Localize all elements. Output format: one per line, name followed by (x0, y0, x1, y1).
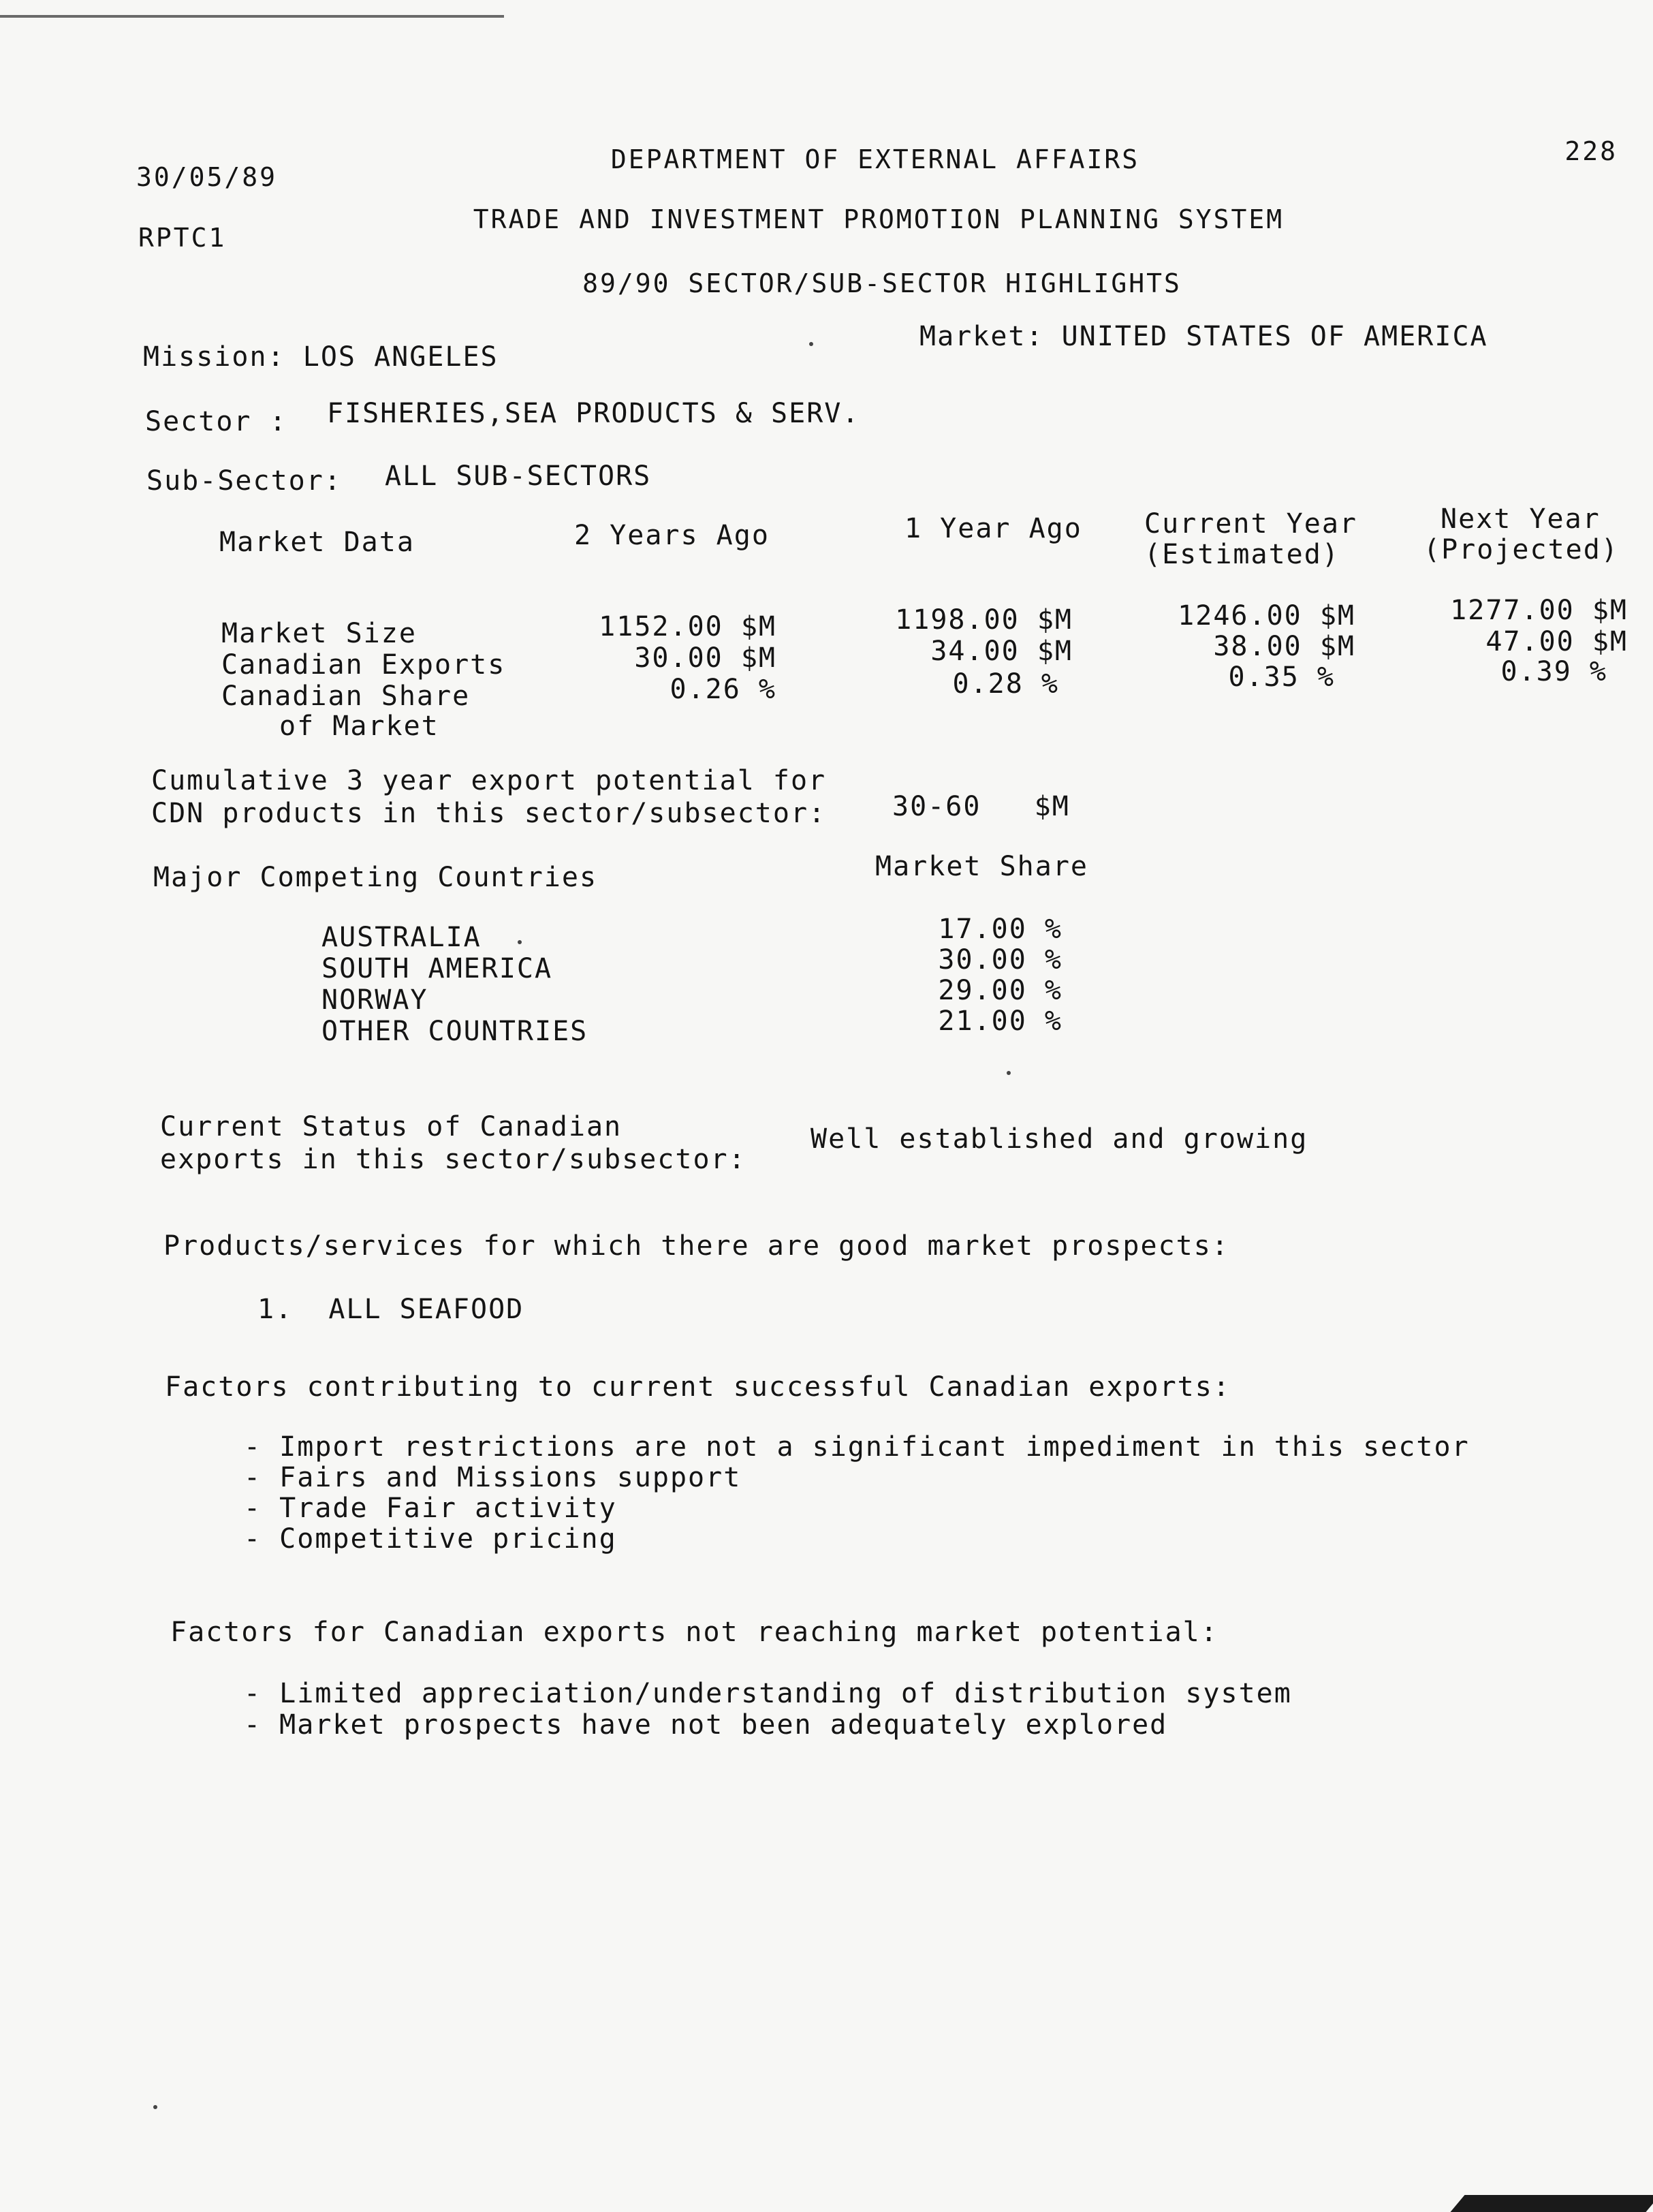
success-factors-header: Factors contributing to current successful Canadian exports: (165, 1371, 1231, 1403)
market-line: Market: UNITED STATES OF AMERICA (919, 321, 1488, 352)
competitor-country: NORWAY (321, 984, 428, 1016)
system-title: TRADE AND INVESTMENT PROMOTION PLANNING SYSTEM (473, 204, 1285, 234)
scan-speck (809, 342, 813, 346)
potential-value: 30-60 $M (892, 791, 1070, 822)
cell-share-1y: 0.28 % (952, 668, 1059, 700)
status-value: Well established and growing (810, 1123, 1308, 1155)
report-code: RPTC1 (138, 223, 227, 253)
col-header-next-year: Next Year (1441, 503, 1601, 535)
subsector-label: Sub-Sector: (146, 465, 342, 497)
prospect-item: 1. ALL SEAFOOD (257, 1294, 524, 1325)
col-header-current-year-sub: (Estimated) (1144, 539, 1340, 570)
row-label-canadian-exports: Canadian Exports (221, 649, 506, 681)
competitors-header: Major Competing Countries (153, 862, 598, 893)
col-header-next-year-sub: (Projected) (1423, 534, 1619, 565)
limiting-factor-item: - Market prospects have not been adequately explored (244, 1709, 1168, 1741)
col-header-one-year-ago: 1 Year Ago (904, 513, 1082, 544)
subsector-value: ALL SUB-SECTORS (385, 461, 652, 492)
status-line-2: exports in this sector/subsector: (160, 1144, 746, 1175)
row-label-canadian-share: Canadian Share (221, 681, 471, 712)
row-label-market-size: Market Size (221, 618, 417, 649)
cell-exports-next: 47.00 $M (1485, 626, 1628, 657)
scan-speck (153, 2105, 157, 2109)
cell-exports-2y: 30.00 $M (634, 642, 776, 674)
cell-exports-1y: 34.00 $M (930, 636, 1073, 667)
success-factor-item: - Competitive pricing (244, 1523, 617, 1555)
sector-value: FISHERIES,SEA PRODUCTS & SERV. (327, 398, 860, 429)
row-label-canadian-share-2: of Market (279, 711, 439, 742)
success-factor-item: - Trade Fair activity (244, 1493, 617, 1524)
cell-market-size-1y: 1198.00 $M (895, 604, 1073, 636)
success-factor-item: - Import restrictions are not a significant impediment in this sector (244, 1431, 1470, 1463)
sector-label: Sector : (145, 406, 287, 437)
potential-line-1: Cumulative 3 year export potential for (151, 765, 827, 796)
col-header-two-years-ago: 2 Years Ago (574, 520, 770, 551)
competitor-share: 17.00 % (938, 914, 1062, 945)
limiting-factors-header: Factors for Canadian exports not reaching market potential: (170, 1617, 1218, 1648)
competitor-country: AUSTRALIA (321, 922, 482, 953)
report-date: 30/05/89 (136, 162, 278, 192)
scan-edge-top (0, 15, 504, 18)
status-line-1: Current Status of Canadian (160, 1111, 623, 1142)
col-header-market-data: Market Data (219, 527, 415, 558)
cell-market-size-cur: 1246.00 $M (1178, 600, 1355, 632)
scan-edge-bottom (1451, 2195, 1653, 2212)
page-number: 228 (1564, 136, 1618, 166)
highlights-title: 89/90 SECTOR/SUB-SECTOR HIGHLIGHTS (582, 268, 1182, 298)
market-share-header: Market Share (875, 851, 1088, 882)
cell-share-2y: 0.26 % (670, 674, 776, 705)
potential-line-2: CDN products in this sector/subsector: (151, 798, 827, 829)
cell-exports-cur: 38.00 $M (1213, 631, 1355, 662)
cell-market-size-next: 1277.00 $M (1450, 595, 1628, 626)
prospects-header: Products/services for which there are good market prospects: (163, 1230, 1229, 1262)
col-header-current-year: Current Year (1144, 508, 1357, 540)
limiting-factor-item: - Limited appreciation/understanding of distribution system (244, 1678, 1292, 1709)
competitor-country: OTHER COUNTRIES (321, 1016, 588, 1047)
cell-share-next: 0.39 % (1500, 656, 1607, 687)
success-factor-item: - Fairs and Missions support (244, 1462, 742, 1493)
scan-speck (518, 940, 522, 944)
competitor-share: 21.00 % (938, 1006, 1062, 1037)
department-title: DEPARTMENT OF EXTERNAL AFFAIRS (610, 144, 1140, 174)
cell-market-size-2y: 1152.00 $M (599, 611, 776, 642)
scan-speck (1007, 1071, 1011, 1075)
cell-share-cur: 0.35 % (1228, 661, 1335, 693)
competitor-share: 30.00 % (938, 944, 1062, 976)
competitor-share: 29.00 % (938, 975, 1062, 1006)
mission-line: Mission: LOS ANGELES (143, 341, 499, 373)
competitor-country: SOUTH AMERICA (321, 953, 553, 984)
